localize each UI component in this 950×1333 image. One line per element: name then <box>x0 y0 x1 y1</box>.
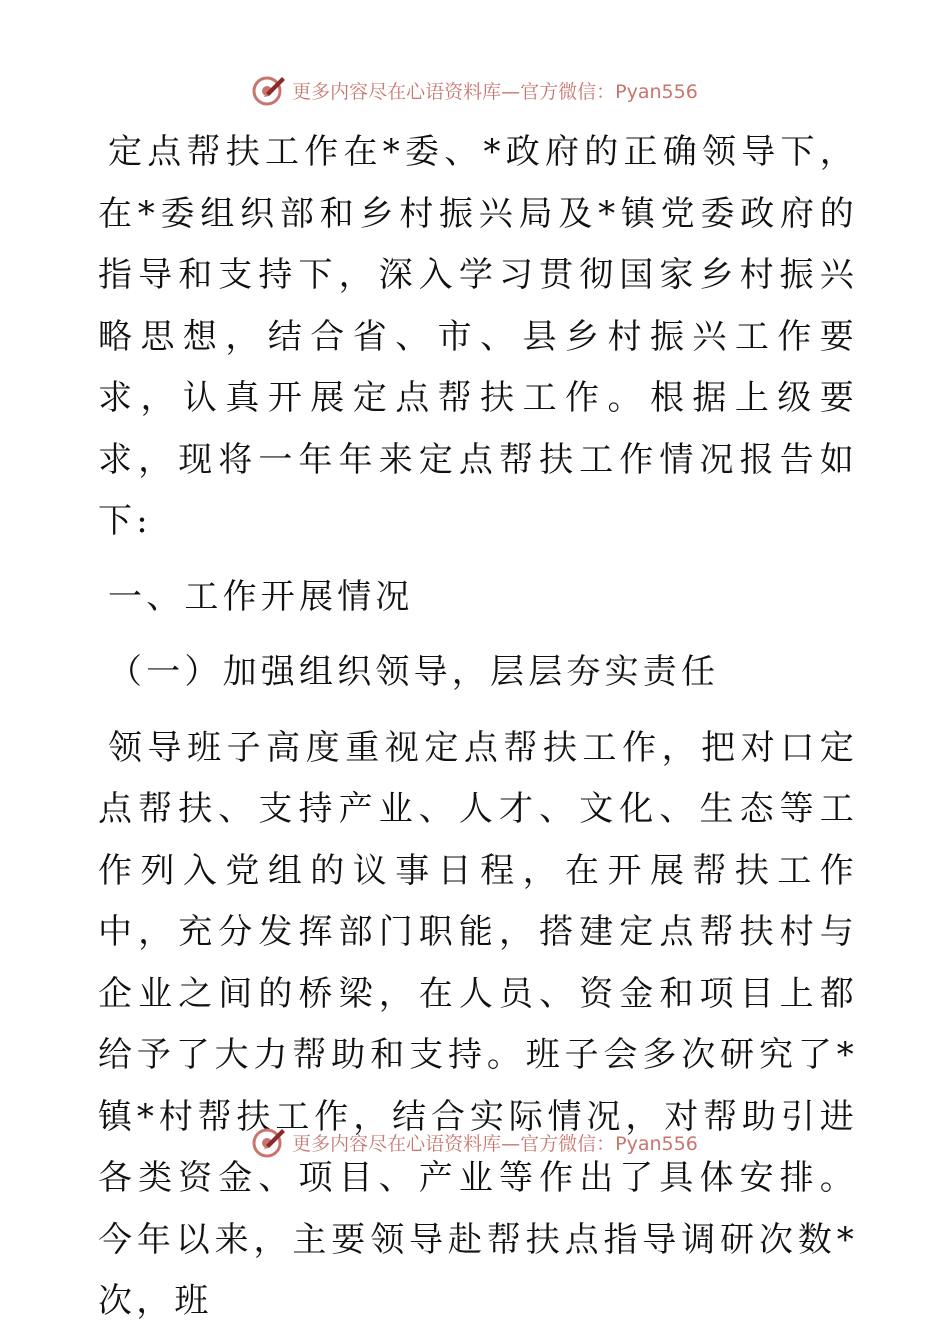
watermark-text: 更多内容尽在心语资料库—官方微信：Pyan556 <box>292 1132 698 1155</box>
section-heading: 一、工作开展情况 <box>108 576 414 617</box>
watermark-header <box>0 72 950 108</box>
watermark-footer <box>0 1124 950 1160</box>
subsection-heading: （一）加强组织领导，层层夯实责任 <box>108 652 720 692</box>
paragraph-intro: 定点帮扶工作在*委、*政府的正确领导下，在*委组织部和乡村振兴局及*镇党委政府的指导和支持下，深入学习贯彻国家乡村振兴略思想，结合省、市、县乡村振兴工作要求，认真开展定点帮扶工作。根据上级要求，现将一年年来定点帮扶工作情况报告如下: <box>98 132 858 541</box>
paragraph-leadership: 领导班子高度重视定点帮扶工作，把对口定点帮扶、支持产业、人才、文化、生态等工作列入党组的议事日程，在开展帮扶工作中，充分发挥部门职能，搭建定点帮扶村与企业之间的桥梁，在人员、资金和项目上都给予了大力帮助和支持。班子会多次研究了*镇*村帮扶工作，结合实际情况，对帮助引进各类资金、项目、产业等作出了具体安排。今年以来，主要领导赴帮扶点指导调研次数*次，班 <box>98 727 858 1321</box>
watermark-text: 更多内容尽在心语资料库—官方微信：Pyan556 <box>292 80 698 103</box>
pen-seal-icon <box>252 1125 286 1159</box>
pen-seal-icon <box>252 73 286 107</box>
